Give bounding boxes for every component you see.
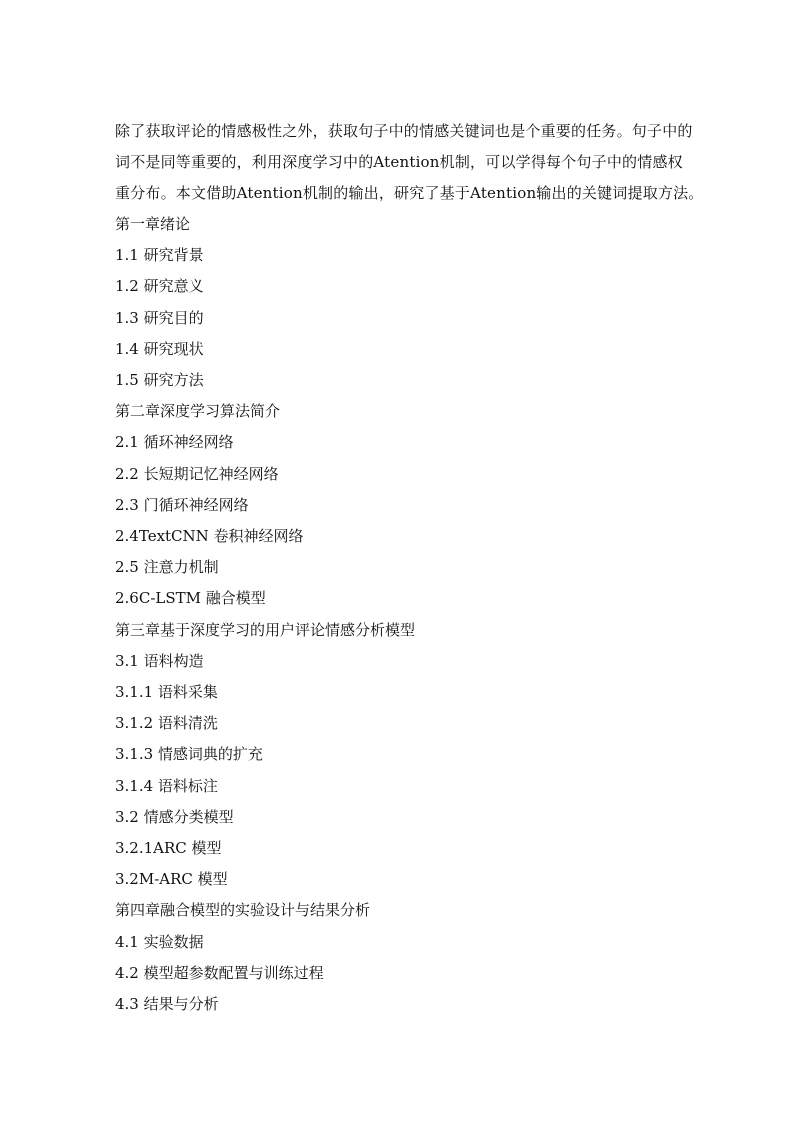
toc-item-4-3: 4.3 结果与分析 xyxy=(115,995,219,1014)
toc-item-2-4: 2.4TextCNN 卷积神经网络 xyxy=(115,527,304,546)
toc-item-2-6: 2.6C-LSTM 融合模型 xyxy=(115,589,266,608)
table-of-contents xyxy=(115,209,725,1020)
intro-line-2: 词不是同等重要的，利用深度学习中的Atention机制，可以学得每个句子中的情感权 xyxy=(115,153,683,171)
intro-line-1: 除了获取评论的情感极性之外，获取句子中的情感关键词也是个重要的任务。句子中的 xyxy=(115,122,693,140)
toc-item-1-5: 1.5 研究方法 xyxy=(115,371,204,390)
toc-item-3-2-m: 3.2M-ARC 模型 xyxy=(115,870,228,889)
toc-item-chapter-3: 第三章基于深度学习的用户评论情感分析模型 xyxy=(115,620,416,639)
toc-item-3-2: 3.2 情感分类模型 xyxy=(115,807,234,826)
toc-item-1-1: 1.1 研究背景 xyxy=(115,246,204,265)
toc-item-2-5: 2.5 注意力机制 xyxy=(115,558,219,577)
toc-item-1-2: 1.2 研究意义 xyxy=(115,277,204,296)
toc-item-3-2-1: 3.2.1ARC 模型 xyxy=(115,839,222,858)
toc-item-1-4: 1.4 研究现状 xyxy=(115,339,204,358)
toc-item-2-1: 2.1 循环神经网络 xyxy=(115,433,234,452)
toc-item-1-3: 1.3 研究目的 xyxy=(115,308,204,327)
toc-item-3-1-4: 3.1.4 语料标注 xyxy=(115,776,218,795)
toc-item-3-1-3: 3.1.3 情感词典的扩充 xyxy=(115,745,263,764)
intro-line-3: 重分布。本文借助Atention机制的输出，研究了基于Atention输出的关键词提取方法。 xyxy=(115,184,704,202)
toc-item-4-2: 4.2 模型超参数配置与训练过程 xyxy=(115,963,324,982)
document-body xyxy=(115,116,725,1020)
intro-paragraph xyxy=(115,116,725,209)
toc-item-3-1: 3.1 语料构造 xyxy=(115,651,204,670)
toc-item-4-1: 4.1 实验数据 xyxy=(115,932,204,951)
toc-item-2-3: 2.3 门循环神经网络 xyxy=(115,495,249,514)
toc-item-3-1-2: 3.1.2 语料清洗 xyxy=(115,714,218,733)
toc-item-chapter-1: 第一章绪论 xyxy=(115,215,191,233)
toc-item-chapter-4: 第四章融合模型的实验设计与结果分析 xyxy=(115,901,371,920)
toc-item-3-1-1: 3.1.1 语料采集 xyxy=(115,683,218,702)
toc-item-chapter-2: 第二章深度学习算法简介 xyxy=(115,402,281,421)
toc-item-2-2: 2.2 长短期记忆神经网络 xyxy=(115,464,279,483)
